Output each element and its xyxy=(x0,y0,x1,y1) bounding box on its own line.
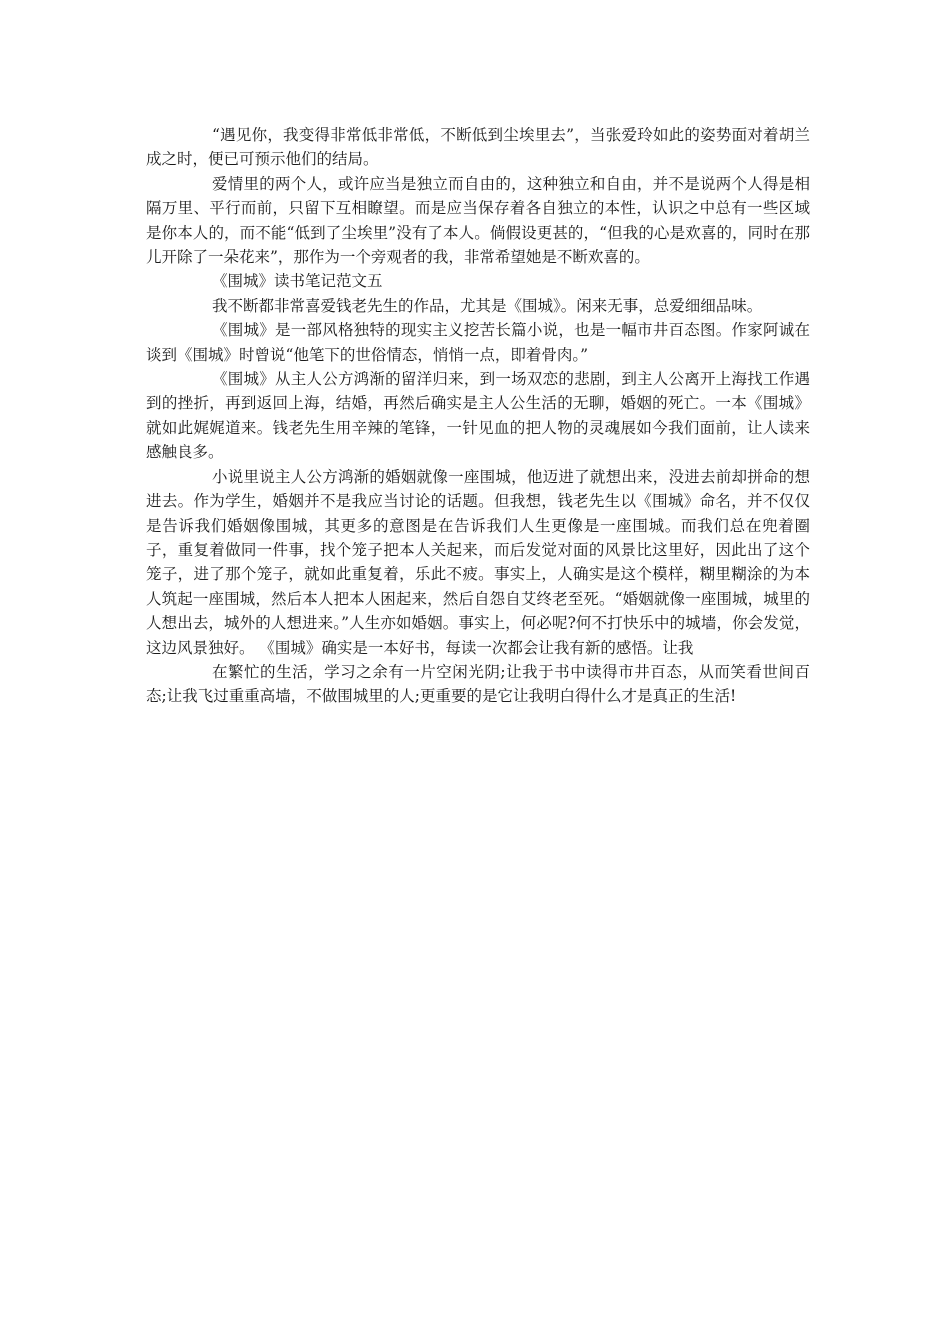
paragraph-novel-style: 《围城》是一部风格独特的现实主义挖苦长篇小说，也是一幅市井百态图。作家阿诚在谈到《围城》时曾说“他笔下的世俗情态，悄悄一点，即着骨肉。” xyxy=(146,321,810,364)
paragraph-intro: 我不断都非常喜爱钱老先生的作品，尤其是《围城》。闲来无事，总爱细细品味。 xyxy=(212,296,763,315)
paragraph-fortress-metaphor: 小说里说主人公方鸿渐的婚姻就像一座围城，他迈进了就想出来，没进去前却拼命的想进去。作为学生，婚姻并不是我应当讨论的话题。但我想，钱老先生以《围城》命名，并不仅仅是告诉我们婚姻像围城，其更多的意图是在告诉我们人生更像是一座围城。而我们总在兜着圈子，重复着做同一件事，找个笼子把本人关起来，而后发觉对面的风景比这里好，因此出了这个笼子，进了那个笼子，就如此重复着，乐此不疲。事实上，人确实是这个模样，糊里糊涂的为本人筑起一座围城，然后本人把本人困起来，然后自怨自艾终老至死。“婚姻就像一座围城，城里的人想出去，城外的人想进来。”人生亦如婚姻。事实上，何必呢?何不打快乐中的城墙，你会发觉，这边风景独好。 《围城》确实是一本好书，每读一次都会让我有新的感悟。让我 xyxy=(146,467,810,657)
paragraph-plot-summary: 《围城》从主人公方鸿渐的留洋归来，到一场双恋的悲剧，到主人公离开上海找工作遇到的挫折，再到返回上海，结婚，再然后确实是主人公生活的无聊，婚姻的死亡。一本《围城》就如此娓娓道来。钱老先生用辛辣的笔锋，一针见血的把人物的灵魂展如今我们面前，让人读来感触良多。 xyxy=(146,370,810,462)
paragraph-love-independence: 爱情里的两个人，或许应当是独立而自由的，这种独立和自由，并不是说两个人得是相隔万里、平行而前，只留下互相瞭望。而是应当保存着各自独立的本性，认识之中总有一些区域是你本人的，而不能“低到了尘埃里”没有了本人。倘假设更甚的，“但我的心是欢喜的，同时在那儿开除了一朵花来”，那作为一个旁观者的我，非常希望她是不断欢喜的。 xyxy=(146,174,810,267)
paragraph-zhang-ailing-quote: “遇见你，我变得非常低非常低，不断低到尘埃里去”，当张爱玲如此的姿势面对着胡兰成之时，便已可预示他们的结局。 xyxy=(146,126,810,169)
document-body xyxy=(146,123,810,709)
section-heading: 《围城》读书笔记范文五 xyxy=(212,272,383,291)
paragraph-conclusion: 在繁忙的生活，学习之余有一片空闲光阴;让我于书中读得市井百态，从而笑看世间百态;让我飞过重重高墙，不做围城里的人;更重要的是它让我明白得什么才是真正的生活! xyxy=(146,662,810,706)
